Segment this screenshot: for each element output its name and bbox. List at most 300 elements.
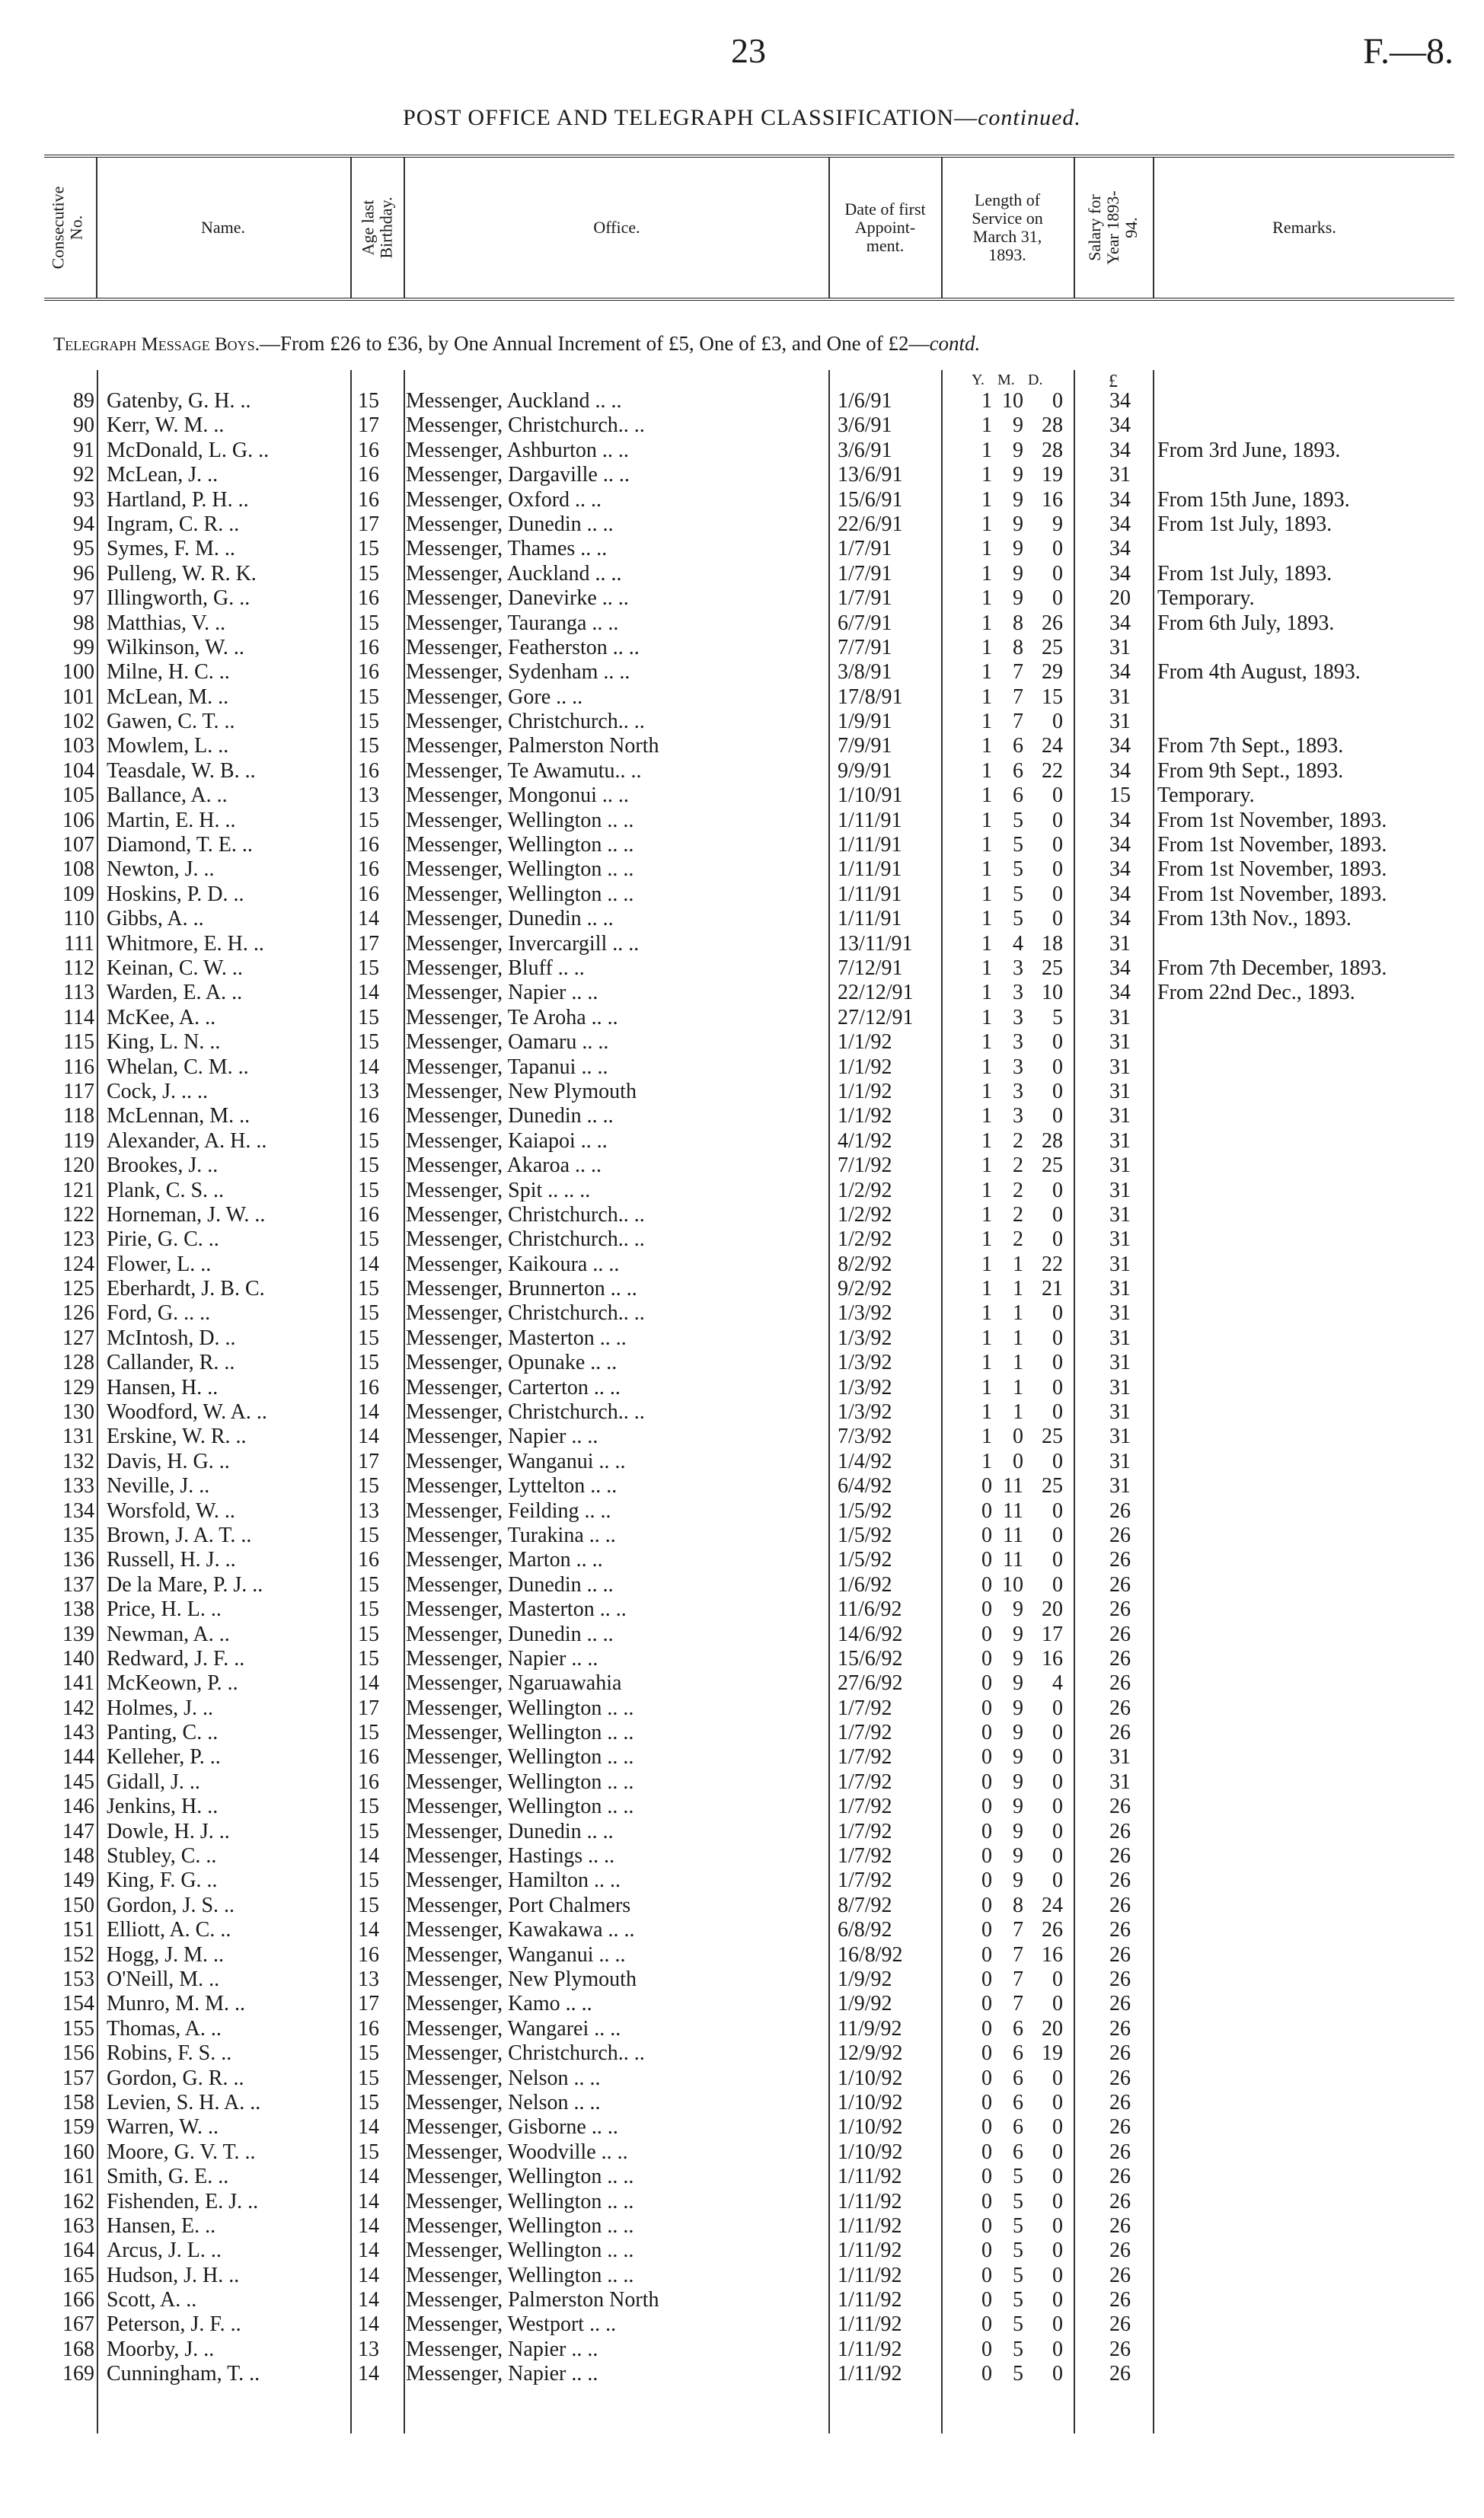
row-office: Messenger, New Plymouth (406, 1079, 637, 1103)
row-age: 15 (358, 2090, 379, 2114)
row-days: 22 (1042, 1252, 1063, 1276)
row-date: 15/6/92 (838, 1646, 903, 1671)
row-days: 4 (1052, 1671, 1063, 1696)
row-salary: 26 (1109, 2140, 1131, 2164)
row-number: 122 (62, 1202, 94, 1227)
row-date: 1/7/92 (838, 1696, 892, 1720)
table-row (44, 389, 1454, 413)
row-date: 16/8/92 (838, 1942, 903, 1967)
row-years: 1 (981, 1400, 992, 1425)
row-office: Messenger, Wellington .. .. (406, 857, 634, 882)
row-months: 5 (1013, 2288, 1023, 2312)
row-months: 2 (1013, 1202, 1023, 1227)
row-months: 5 (1013, 2213, 1023, 2238)
row-office: Messenger, Gisborne .. .. (406, 2115, 618, 2140)
row-number: 99 (73, 635, 94, 659)
row-name: Arcus, J. L. .. (107, 2239, 222, 2263)
row-age: 15 (358, 734, 379, 758)
row-date: 12/9/92 (838, 2041, 903, 2066)
row-age: 14 (358, 2288, 379, 2312)
row-number: 93 (73, 487, 94, 512)
row-age: 16 (358, 635, 379, 659)
row-days: 19 (1042, 2041, 1063, 2066)
row-months: 9 (1013, 487, 1023, 512)
row-salary: 31 (1109, 1277, 1131, 1301)
row-number: 92 (73, 463, 94, 487)
row-months: 2 (1013, 1178, 1023, 1202)
row-number: 106 (62, 808, 94, 832)
row-date: 1/7/92 (838, 1869, 892, 1893)
row-office: Messenger, Kawakawa .. .. (406, 1918, 635, 1942)
row-office: Messenger, Wanganui .. .. (406, 1449, 626, 1473)
row-salary: 26 (1109, 2066, 1131, 2090)
row-years: 1 (981, 1128, 992, 1153)
row-number: 156 (62, 2041, 94, 2066)
table-row (44, 413, 1454, 438)
table-row (44, 2066, 1454, 2091)
row-years: 1 (981, 710, 992, 734)
row-salary: 26 (1109, 1696, 1131, 1720)
row-date: 13/6/91 (838, 463, 903, 487)
row-years: 1 (981, 389, 992, 413)
row-office: Messenger, Tauranga .. .. (406, 611, 619, 635)
unit-days: D. (1028, 372, 1043, 388)
row-number: 118 (63, 1104, 94, 1128)
row-name: Peterson, J. F. .. (107, 2312, 241, 2337)
row-years: 1 (981, 857, 992, 882)
row-office: Messenger, Tapanui .. .. (406, 1055, 608, 1079)
table-row (44, 833, 1454, 857)
row-months: 3 (1013, 981, 1023, 1005)
row-age: 14 (358, 1844, 379, 1869)
row-age: 15 (358, 1030, 379, 1055)
row-number: 115 (63, 1030, 94, 1055)
row-age: 15 (358, 1622, 379, 1646)
row-date: 1/5/92 (838, 1498, 892, 1523)
row-date: 1/10/92 (838, 2140, 903, 2164)
row-age: 14 (358, 981, 379, 1005)
row-salary: 26 (1109, 2213, 1131, 2238)
row-salary: 26 (1109, 2090, 1131, 2114)
row-name: Smith, G. E. .. (107, 2165, 229, 2189)
row-months: 3 (1013, 1104, 1023, 1128)
row-years: 0 (981, 1671, 992, 1696)
row-office: Messenger, Dunedin .. .. (406, 1819, 614, 1843)
row-office: Messenger, Ashburton .. .. (406, 438, 629, 462)
row-salary: 26 (1109, 2115, 1131, 2140)
row-salary: 26 (1109, 1646, 1131, 1671)
row-years: 1 (981, 1178, 992, 1202)
row-days: 0 (1052, 833, 1063, 857)
row-name: Robins, F. S. .. (107, 2041, 232, 2066)
row-name: Ballance, A. .. (107, 783, 228, 808)
table-row (44, 1227, 1454, 1252)
table-row (44, 1573, 1454, 1597)
row-number: 160 (62, 2140, 94, 2164)
row-number: 119 (63, 1128, 94, 1153)
row-name: Alexander, A. H. .. (107, 1128, 267, 1153)
row-days: 0 (1052, 1178, 1063, 1202)
row-office: Messenger, Dunedin .. .. (406, 907, 614, 931)
row-age: 14 (358, 2312, 379, 2337)
row-months: 5 (1013, 2263, 1023, 2287)
row-years: 0 (981, 1819, 992, 1843)
row-date: 1/11/91 (838, 833, 902, 857)
table-row (44, 1795, 1454, 1819)
row-months: 7 (1013, 685, 1023, 709)
row-salary: 31 (1109, 1154, 1131, 1178)
row-days: 0 (1052, 1351, 1063, 1375)
row-age: 16 (358, 833, 379, 857)
row-date: 1/10/92 (838, 2066, 903, 2090)
row-name: Gordon, G. R. .. (107, 2066, 244, 2090)
row-age: 15 (358, 956, 379, 980)
row-age: 16 (358, 463, 379, 487)
table-row (44, 1647, 1454, 1671)
row-number: 135 (62, 1523, 94, 1547)
row-age: 14 (358, 2189, 379, 2213)
row-name: Davis, H. G. .. (107, 1449, 230, 1473)
row-years: 1 (981, 1425, 992, 1449)
row-number: 94 (73, 512, 94, 536)
row-office: Messenger, Kamo .. .. (406, 1992, 592, 2016)
row-salary: 34 (1109, 981, 1131, 1005)
row-days: 0 (1052, 2263, 1063, 2287)
table-row (44, 2312, 1454, 2337)
row-days: 18 (1042, 931, 1063, 956)
row-number: 137 (62, 1572, 94, 1597)
row-days: 0 (1052, 1572, 1063, 1597)
row-months: 9 (1013, 1646, 1023, 1671)
row-months: 5 (1013, 2362, 1023, 2386)
row-months: 4 (1013, 931, 1023, 956)
row-date: 1/7/91 (838, 561, 892, 586)
row-number: 124 (62, 1252, 94, 1276)
row-salary: 26 (1109, 1869, 1131, 1893)
row-office: Messenger, Opunake .. .. (406, 1351, 618, 1375)
row-days: 0 (1052, 586, 1063, 611)
row-months: 6 (1013, 758, 1023, 783)
row-days: 0 (1052, 1795, 1063, 1819)
row-name: Hansen, H. .. (107, 1375, 219, 1399)
row-number: 121 (62, 1178, 94, 1202)
row-name: Whitmore, E. H. .. (107, 931, 264, 956)
row-date: 1/1/92 (838, 1079, 892, 1103)
row-number: 142 (62, 1696, 94, 1720)
row-salary: 31 (1109, 1202, 1131, 1227)
row-number: 98 (73, 611, 94, 635)
table-row (44, 1129, 1454, 1154)
row-number: 101 (62, 685, 94, 709)
row-date: 1/7/92 (838, 1745, 892, 1770)
row-months: 1 (1013, 1351, 1023, 1375)
row-salary: 31 (1109, 1301, 1131, 1326)
row-salary: 26 (1109, 1548, 1131, 1572)
row-age: 15 (358, 1301, 379, 1326)
row-years: 1 (981, 463, 992, 487)
row-remarks: From 4th August, 1893. (1157, 660, 1361, 685)
row-number: 102 (62, 710, 94, 734)
row-number: 126 (62, 1301, 94, 1326)
row-salary: 34 (1109, 758, 1131, 783)
row-office: Messenger, Woodville .. .. (406, 2140, 628, 2164)
row-remarks: Temporary. (1157, 586, 1255, 611)
row-age: 15 (358, 1795, 379, 1819)
row-years: 0 (981, 2362, 992, 2386)
row-number: 127 (62, 1326, 94, 1350)
row-number: 162 (62, 2189, 94, 2213)
row-days: 20 (1042, 2016, 1063, 2041)
row-months: 9 (1013, 1671, 1023, 1696)
row-age: 14 (358, 2165, 379, 2189)
row-office: Messenger, Mongonui .. .. (406, 783, 629, 808)
row-salary: 31 (1109, 1128, 1131, 1153)
row-office: Messenger, Wellington .. .. (406, 1795, 634, 1819)
row-days: 15 (1042, 685, 1063, 709)
row-months: 3 (1013, 1079, 1023, 1103)
row-age: 15 (358, 1128, 379, 1153)
row-days: 26 (1042, 611, 1063, 635)
header-date (830, 158, 940, 298)
row-name: Hansen, E. .. (107, 2213, 216, 2238)
row-salary: 31 (1109, 1055, 1131, 1079)
row-days: 0 (1052, 389, 1063, 413)
row-months: 6 (1013, 734, 1023, 758)
row-years: 1 (981, 438, 992, 462)
row-salary: 26 (1109, 1893, 1131, 1917)
row-days: 0 (1052, 1869, 1063, 1893)
row-date: 1/11/91 (838, 808, 902, 832)
row-remarks: From 9th Sept., 1893. (1157, 758, 1344, 783)
row-years: 1 (981, 882, 992, 906)
row-date: 3/6/91 (838, 438, 892, 462)
row-number: 139 (62, 1622, 94, 1646)
row-date: 3/8/91 (838, 660, 892, 685)
row-date: 7/7/91 (838, 635, 892, 659)
row-name: Hogg, J. M. .. (107, 1942, 225, 1967)
row-remarks: From 15th June, 1893. (1157, 487, 1350, 512)
row-days: 0 (1052, 710, 1063, 734)
table-row (44, 463, 1454, 487)
row-date: 1/3/92 (838, 1326, 892, 1350)
row-office: Messenger, Dunedin .. .. (406, 512, 614, 536)
row-office: Messenger, Auckland .. .. (406, 561, 622, 586)
table-row (44, 439, 1454, 463)
row-years: 1 (981, 586, 992, 611)
row-age: 15 (358, 1277, 379, 1301)
row-salary: 26 (1109, 1992, 1131, 2016)
row-age: 17 (358, 1449, 379, 1473)
row-number: 133 (62, 1474, 94, 1498)
row-months: 1 (1013, 1326, 1023, 1350)
row-office: Messenger, Napier .. .. (406, 981, 598, 1005)
row-salary: 26 (1109, 1918, 1131, 1942)
row-salary: 26 (1109, 1844, 1131, 1869)
row-months: 1 (1013, 1375, 1023, 1399)
row-date: 1/1/92 (838, 1030, 892, 1055)
row-salary: 31 (1109, 1104, 1131, 1128)
table-row (44, 1548, 1454, 1572)
row-number: 91 (73, 438, 94, 462)
row-date: 1/5/92 (838, 1523, 892, 1547)
row-salary: 34 (1109, 833, 1131, 857)
row-number: 128 (62, 1351, 94, 1375)
row-years: 1 (981, 1227, 992, 1252)
row-days: 10 (1042, 981, 1063, 1005)
row-age: 16 (358, 586, 379, 611)
row-days: 28 (1042, 1128, 1063, 1153)
row-salary: 31 (1109, 463, 1131, 487)
row-remarks: From 3rd June, 1893. (1157, 438, 1341, 462)
row-number: 150 (62, 1893, 94, 1917)
row-name: Newman, A. .. (107, 1622, 230, 1646)
table-row (44, 1179, 1454, 1203)
table-row (44, 907, 1454, 931)
header-office-label: Office. (593, 218, 640, 237)
row-salary: 34 (1109, 734, 1131, 758)
row-age: 15 (358, 685, 379, 709)
row-months: 1 (1013, 1277, 1023, 1301)
row-days: 25 (1042, 956, 1063, 980)
row-days: 0 (1052, 1400, 1063, 1425)
row-salary: 26 (1109, 1572, 1131, 1597)
row-number: 104 (62, 758, 94, 783)
row-name: Brookes, J. .. (107, 1154, 219, 1178)
row-office: Messenger, Palmerston North (406, 2288, 659, 2312)
row-date: 6/8/92 (838, 1918, 892, 1942)
row-months: 5 (1013, 808, 1023, 832)
row-days: 0 (1052, 1030, 1063, 1055)
row-age: 15 (358, 808, 379, 832)
row-date: 1/7/91 (838, 586, 892, 611)
row-name: Scott, A. .. (107, 2288, 197, 2312)
section-label: Telegraph Message Boys. (53, 334, 260, 355)
row-name: Stubley, C. .. (107, 1844, 217, 1869)
row-office: Messenger, Wellington .. .. (406, 1770, 634, 1794)
row-years: 0 (981, 2115, 992, 2140)
row-office: Messenger, Hastings .. .. (406, 1844, 615, 1869)
table-row (44, 1253, 1454, 1277)
row-number: 144 (62, 1745, 94, 1770)
row-years: 0 (981, 1696, 992, 1720)
row-office: Messenger, Napier .. .. (406, 1425, 598, 1449)
row-days: 25 (1042, 1474, 1063, 1498)
row-number: 157 (62, 2066, 94, 2090)
table-row (44, 1844, 1454, 1869)
row-months: 9 (1013, 512, 1023, 536)
row-years: 1 (981, 1449, 992, 1473)
header-age (352, 158, 404, 298)
row-days: 0 (1052, 1104, 1063, 1128)
section-heading (53, 332, 980, 356)
header-salary-label: Salary for Year 1893-94. (1085, 190, 1141, 265)
table-row (44, 809, 1454, 833)
table-row (44, 1967, 1454, 1992)
row-months: 5 (1013, 833, 1023, 857)
row-age: 13 (358, 1967, 379, 1991)
row-months: 9 (1013, 1622, 1023, 1646)
row-number: 108 (62, 857, 94, 882)
section-text: —From £26 to £36, by One Annual Increment of £5, One of £3, and One of £2— (259, 332, 930, 355)
row-age: 16 (358, 1548, 379, 1572)
row-number: 146 (62, 1795, 94, 1819)
row-months: 2 (1013, 1154, 1023, 1178)
row-months: 9 (1013, 1597, 1023, 1622)
row-years: 0 (981, 1548, 992, 1572)
table-row (44, 710, 1454, 734)
row-number: 96 (73, 561, 94, 586)
row-date: 17/8/91 (838, 685, 903, 709)
row-office: Messenger, Gore .. .. (406, 685, 583, 709)
row-months: 11 (1003, 1548, 1023, 1572)
row-remarks: From 1st November, 1893. (1157, 857, 1387, 882)
row-date: 1/10/92 (838, 2115, 903, 2140)
row-office: Messenger, Turakina .. .. (406, 1523, 616, 1547)
row-age: 14 (358, 1671, 379, 1696)
row-date: 1/5/92 (838, 1548, 892, 1572)
row-age: 15 (358, 1646, 379, 1671)
row-number: 103 (62, 734, 94, 758)
row-salary: 26 (1109, 2239, 1131, 2263)
row-number: 148 (62, 1844, 94, 1869)
row-salary: 34 (1109, 808, 1131, 832)
row-salary: 31 (1109, 1326, 1131, 1350)
table-row (44, 1623, 1454, 1647)
page-number: 23 (731, 31, 766, 70)
row-years: 1 (981, 685, 992, 709)
row-years: 0 (981, 1721, 992, 1745)
row-months: 5 (1013, 2189, 1023, 2213)
row-date: 1/7/92 (838, 1819, 892, 1843)
row-number: 112 (63, 956, 94, 980)
row-office: Messenger, Christchurch.. .. (406, 1202, 645, 1227)
row-age: 14 (358, 2362, 379, 2386)
table-row (44, 1524, 1454, 1548)
row-date: 1/1/92 (838, 1104, 892, 1128)
row-office: Messenger, Wanganui .. .. (406, 1942, 626, 1967)
row-name: Matthias, V. .. (107, 611, 226, 635)
row-date: 1/11/92 (838, 2362, 902, 2386)
row-days: 0 (1052, 1844, 1063, 1869)
row-days: 0 (1052, 882, 1063, 906)
row-name: Moore, G. V. T. .. (107, 2140, 256, 2164)
row-date: 1/9/92 (838, 1992, 892, 2016)
row-number: 117 (63, 1079, 94, 1103)
row-years: 0 (981, 2263, 992, 2287)
row-years: 1 (981, 783, 992, 808)
row-salary: 26 (1109, 2312, 1131, 2337)
table-row (44, 1597, 1454, 1622)
row-days: 0 (1052, 2239, 1063, 2263)
row-salary: 31 (1109, 710, 1131, 734)
row-date: 1/4/92 (838, 1449, 892, 1473)
row-months: 7 (1013, 1967, 1023, 1991)
row-number: 141 (62, 1671, 94, 1696)
row-date: 7/1/92 (838, 1154, 892, 1178)
row-age: 15 (358, 1597, 379, 1622)
row-days: 0 (1052, 2213, 1063, 2238)
row-name: McDonald, L. G. .. (107, 438, 270, 462)
row-months: 6 (1013, 2041, 1023, 2066)
row-office: Messenger, Wellington .. .. (406, 2239, 634, 2263)
table-row (44, 2264, 1454, 2288)
table-row (44, 488, 1454, 512)
row-number: 90 (73, 413, 94, 438)
row-years: 0 (981, 2337, 992, 2361)
row-salary: 26 (1109, 1967, 1131, 1991)
row-salary: 34 (1109, 956, 1131, 980)
table-row (44, 2115, 1454, 2140)
